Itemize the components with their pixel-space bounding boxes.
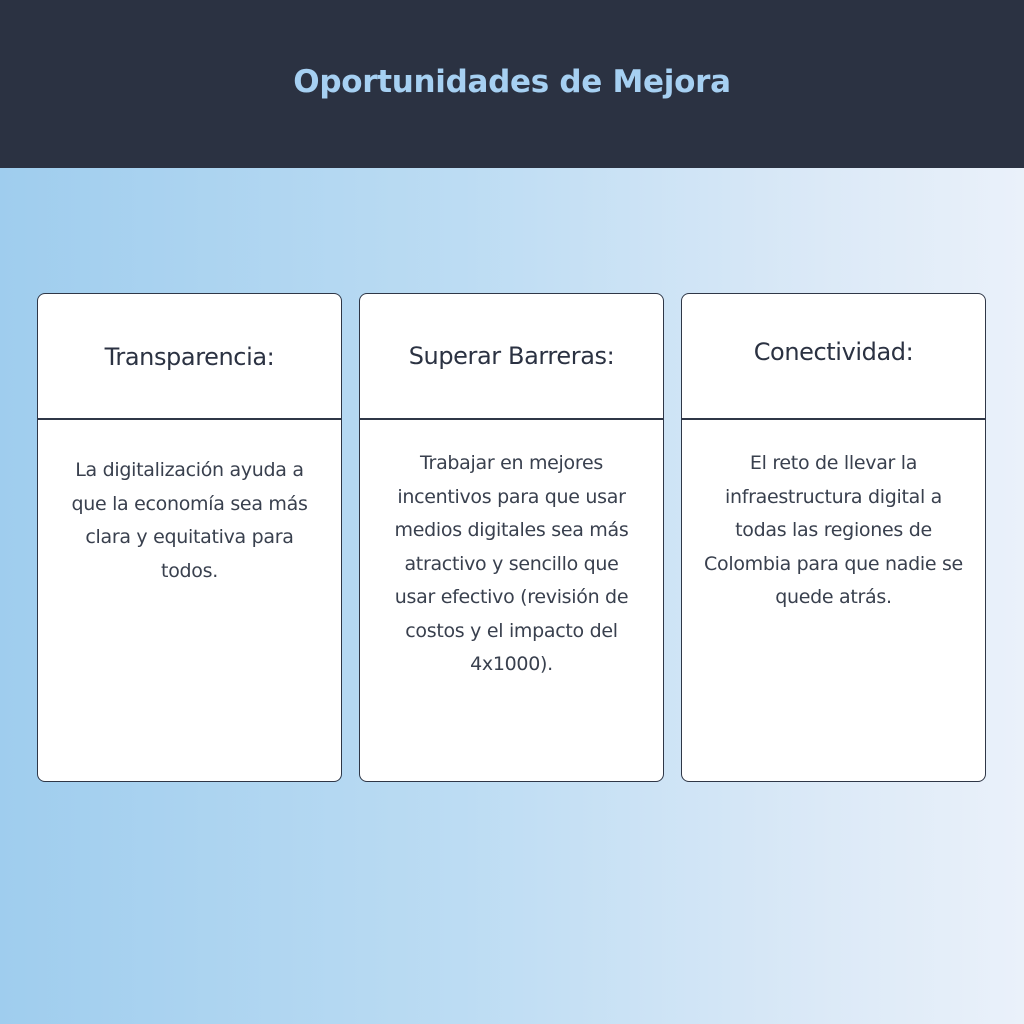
card-body: [38, 420, 341, 588]
card-transparencia: [37, 293, 342, 782]
card-text: La digitalización ayuda a que la economía sea más clara y equitativa para todos.: [71, 459, 308, 582]
card-header: [682, 294, 985, 420]
card-title: Superar Barreras:: [408, 342, 615, 370]
card-body: [360, 420, 663, 682]
card-superar-barreras: [359, 293, 664, 782]
card-title: Conectividad:: [753, 338, 914, 366]
card-header: [38, 294, 341, 420]
card-body: [682, 420, 985, 615]
card-header: [360, 294, 663, 420]
card-text: Trabajar en mejores incentivos para que usar medios digitales sea más atractivo y sencillo que usar efectivo (revisión de costos y el impacto del 4x1000).: [394, 452, 629, 675]
card-text: El reto de llevar la infraestructura digital a todas las regiones de Colombia para que nadie se quede atrás.: [704, 452, 963, 608]
page-header: [0, 0, 1024, 168]
card-conectividad: [681, 293, 986, 782]
card-title: Transparencia:: [104, 343, 275, 371]
page-title: Oportunidades de Mejora: [293, 64, 731, 100]
